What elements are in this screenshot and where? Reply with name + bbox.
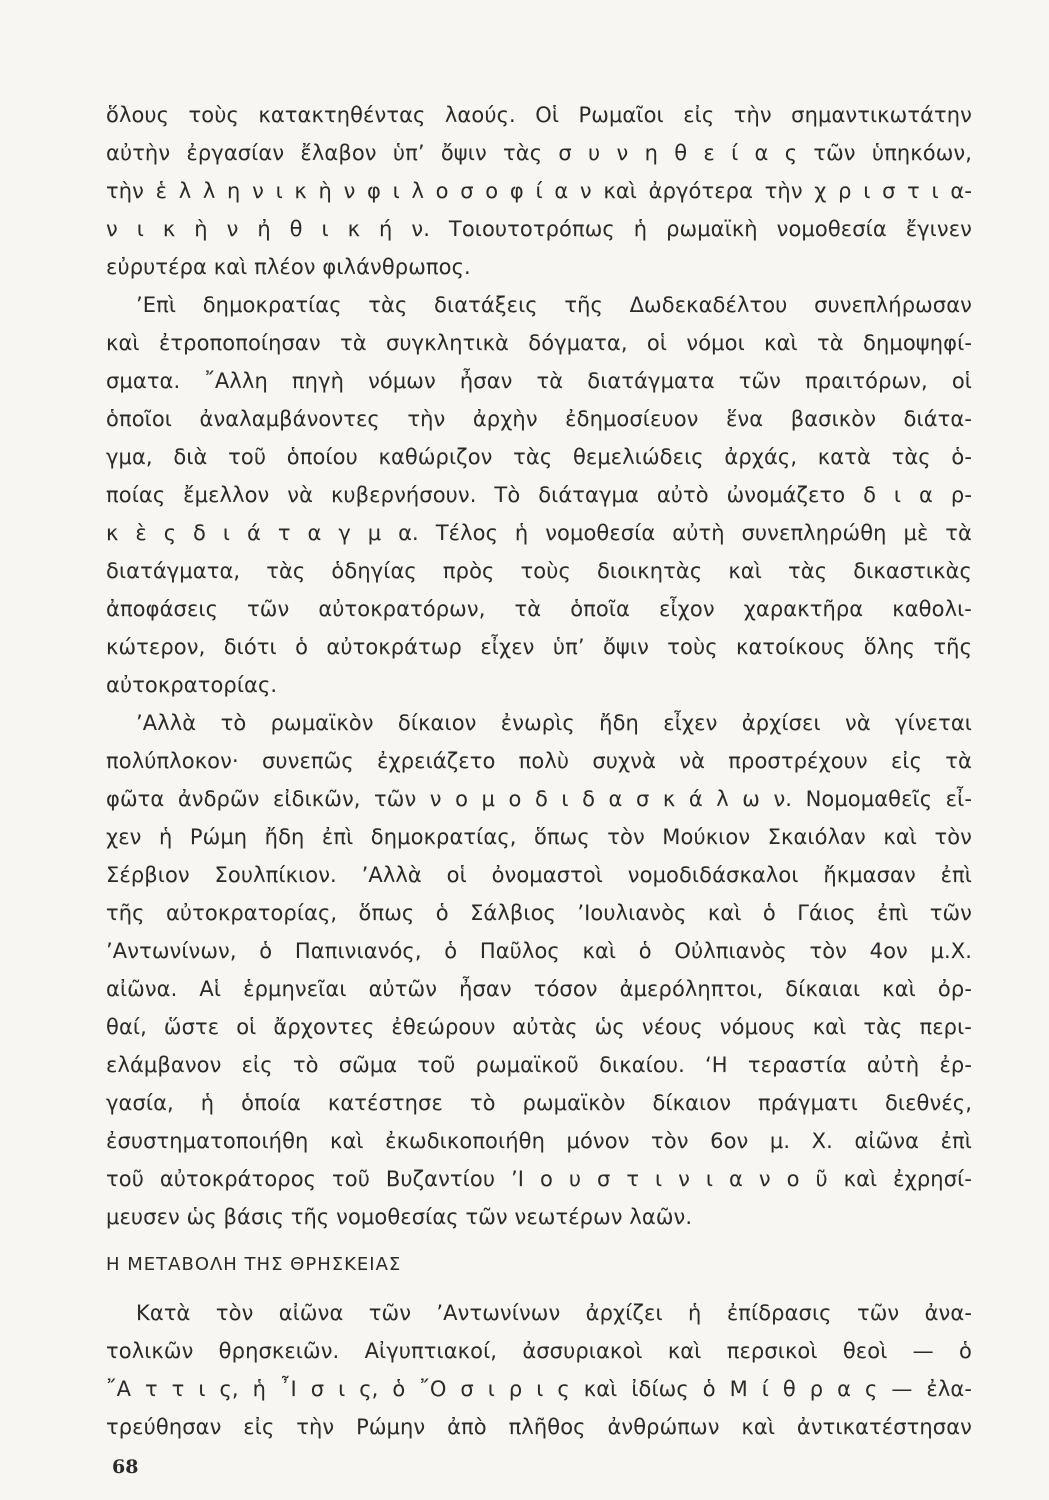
text-line: ὁποῖοι ἀναλαμβάνοντες τὴν ἀρχὴν ἐδημοσίευον ἕνα βασικὸν διάτα- [106,407,972,431]
text-line: αὐτὴν ἐργασίαν ἔλαβον ὑπ’ ὄψιν τὰς σ υ ν η θ ε ί α ς τῶν ὑπηκόων, [106,141,972,165]
text-line: ν ι κ ὴ ν ἠ θ ι κ ή ν. Τοιουτοτρόπως ἡ ρωμαϊκὴ νομοθεσία ἔγινεν [106,217,972,241]
text-line: γμα, διὰ τοῦ ὁποίου καθώριζον τὰς θεμελιώδεις ἀρχάς, κατὰ τὰς ὁ- [106,445,972,469]
text-line: κ ὲ ς δ ι ά τ α γ μ α. Τέλος ἡ νομοθεσία αὐτὴ συνεπληρώθη μὲ τὰ [106,521,972,545]
text-line: ’Επὶ δημοκρατίας τὰς διατάξεις τῆς Δωδεκαδέλτου συνεπλήρωσαν [136,293,972,317]
text-line: αἰῶνα. Αἱ ἑρμηνεῖαι αὐτῶν ἦσαν τόσον ἀμερόληπτοι, δίκαιαι καὶ ὀρ- [106,977,972,1001]
text-line: Σέρβιον Σουλπίκιον. ’Αλλὰ οἱ ὀνομαστοὶ νομοδιδάσκαλοι ἤκμασαν ἐπὶ [106,863,972,887]
text-line: αὐτοκρατορίας. [106,673,278,697]
text-line: σματα. ῎Αλλη πηγὴ νόμων ἦσαν τὰ διατάγματα τῶν πραιτόρων, οἱ [106,369,972,393]
text-line: ἐσυστηματοποιήθη καὶ ἐκωδικοποιήθη μόνον τὸν 6ον μ. Χ. αἰῶνα ἐπὶ [106,1129,972,1153]
text-line: πολύπλοκον· συνεπῶς ἐχρειάζετο πολὺ συχνὰ νὰ προστρέχουν εἰς τὰ [106,749,972,773]
text-line: ὅλους τοὺς κατακτηθέντας λαούς. Οἱ Ρωμαῖοι εἰς τὴν σημαντικωτάτην [106,103,972,127]
section-heading: Η ΜΕΤΑΒΟΛΗ ΤΗΣ ΘΡΗΣΚΕΙΑΣ [106,1254,402,1275]
text-line: εὐρυτέρα καὶ πλέον φιλάνθρωπος. [106,255,471,279]
text-line: Κατὰ τὸν αἰῶνα τῶν ’Αντωνίνων ἀρχίζει ἡ ἐπίδρασις τῶν ἀνα- [136,1301,972,1325]
page-number: 68 [112,1456,139,1478]
text-line: χεν ἡ Ρώμη ἤδη ἐπὶ δημοκρατίας, ὅπως τὸν Μούκιον Σκαιόλαν καὶ τὸν [106,825,972,849]
text-line: φῶτα ἀνδρῶν εἰδικῶν, τῶν ν ο μ ο δ ι δ α σ κ ά λ ω ν. Νομομαθεῖς εἶ- [106,787,972,811]
text-line: ποίας ἔμελλον νὰ κυβερνήσουν. Τὸ διάταγμα αὐτὸ ὠνομάζετο δ ι α ρ- [106,483,972,507]
text-line: ἀποφάσεις τῶν αὐτοκρατόρων, τὰ ὁποῖα εἶχον χαρακτῆρα καθολι- [106,597,972,621]
text-line: ῎Α τ τ ι ς, ἡ ῏Ι σ ι ς, ὁ ῎Ο σ ι ρ ι ς καὶ ἰδίως ὁ Μ ί θ ρ α ς — ἐλα- [106,1377,972,1401]
text-line: τρεύθησαν εἰς τὴν Ρώμην ἀπὸ πλῆθος ἀνθρώπων καὶ ἀντικατέστησαν [106,1415,972,1439]
text-line: ’Αλλὰ τὸ ρωμαϊκὸν δίκαιον ἐνωρὶς ἤδη εἶχεν ἀρχίσει νὰ γίνεται [136,711,972,735]
text-line: μευσεν ὡς βάσις τῆς νομοθεσίας τῶν νεωτέρων λαῶν. [106,1205,693,1229]
text-line: καὶ ἐτροποποίησαν τὰ συγκλητικὰ δόγματα, οἱ νόμοι καὶ τὰ δημοψηφί- [106,331,972,355]
text-line: τοῦ αὐτοκράτορος τοῦ Βυζαντίου ’Ι ο υ σ τ ι ν ι α ν ο ῦ καὶ ἐχρησί- [106,1167,972,1191]
text-line: διατάγματα, τὰς ὁδηγίας πρὸς τοὺς διοικητὰς καὶ τὰς δικαστικὰς [106,559,972,583]
text-line: τολικῶν θρησκειῶν. Αἰγυπτιακοί, ἀσσυριακοὶ καὶ περσικοὶ θεοὶ — ὁ [106,1339,972,1363]
text-line: γασία, ἡ ὁποία κατέστησε τὸ ρωμαϊκὸν δίκαιον πράγματι διεθνές, [106,1091,972,1115]
text-line: θαί, ὥστε οἱ ἄρχοντες ἐθεώρουν αὐτὰς ὡς νέους νόμους καὶ τὰς περι- [106,1015,972,1039]
text-line: τὴν ἑ λ λ η ν ι κ ὴ ν φ ι λ ο σ ο φ ί α ν καὶ ἀργότερα τὴν χ ρ ι σ τ ι α- [106,179,972,203]
text-line: ελάμβανον εἰς τὸ σῶμα τοῦ ρωμαϊκοῦ δικαίου. ‘Η τεραστία αὐτὴ ἐρ- [106,1053,972,1077]
text-line: τῆς αὐτοκρατορίας, ὅπως ὁ Σάλβιος ’Ιουλιανὸς καὶ ὁ Γάιος ἐπὶ τῶν [106,901,972,925]
text-line: ’Αντωνίνων, ὁ Παπινιανός, ὁ Παῦλος καὶ ὁ Οὐλπιανὸς τὸν 4ον μ.Χ. [106,939,972,963]
text-line: κώτερον, διότι ὁ αὐτοκράτωρ εἶχεν ὑπ’ ὄψιν τοὺς κατοίκους ὅλης τῆς [106,635,972,659]
